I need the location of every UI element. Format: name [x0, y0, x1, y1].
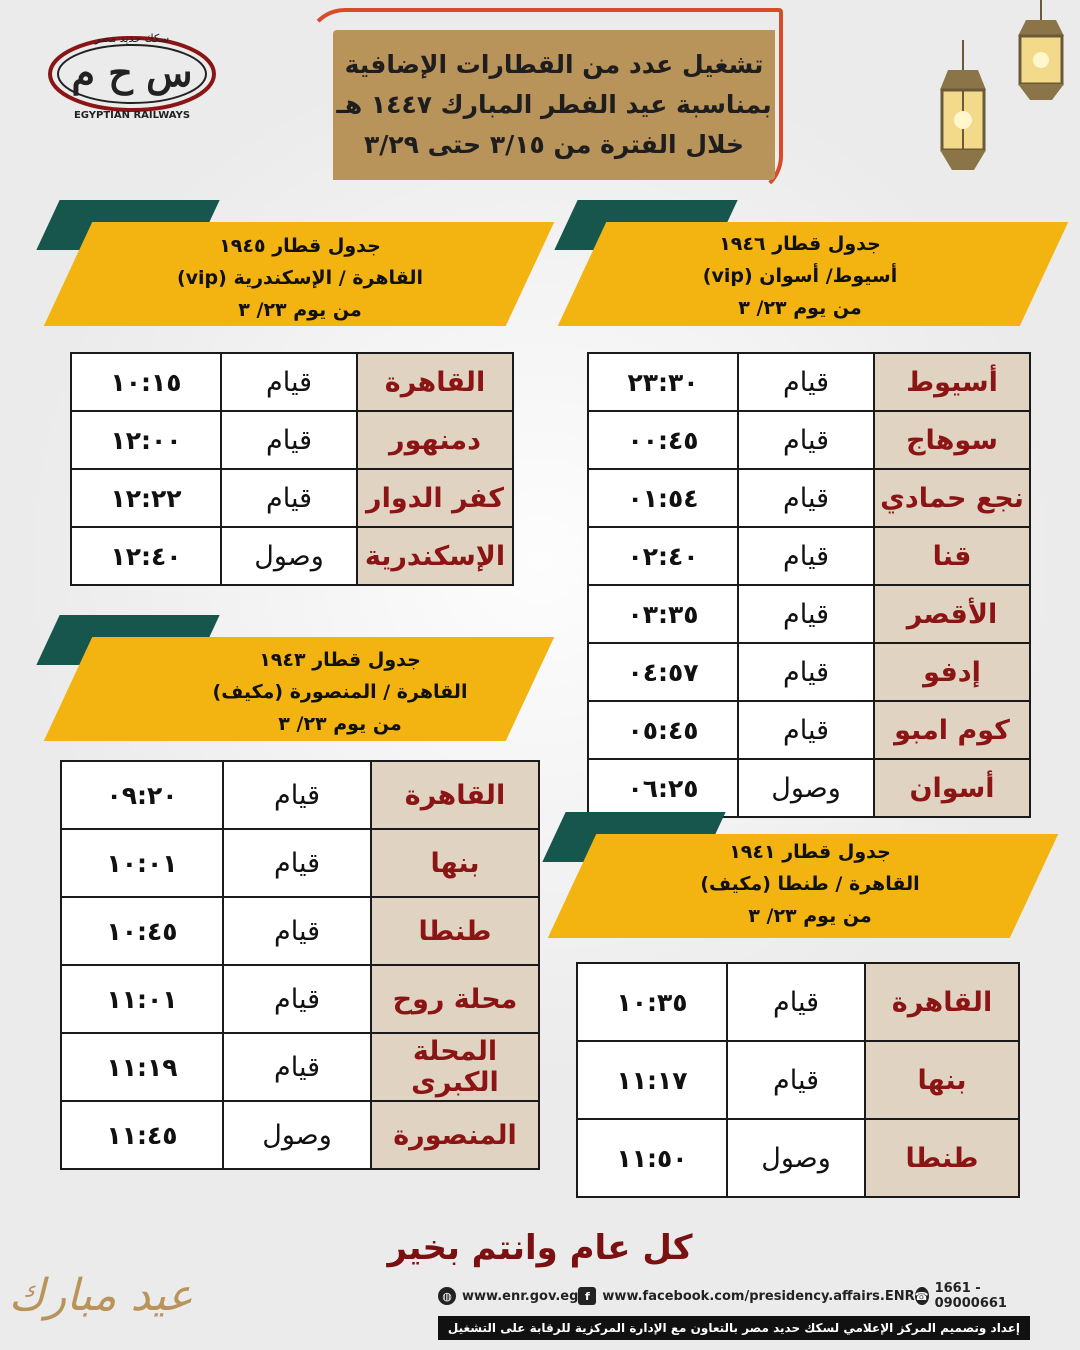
eid-mubarak-calligraphy: عيد مبارك	[8, 1270, 194, 1321]
departure-type-cell: قيام	[223, 1033, 371, 1101]
departure-type-cell: قيام	[223, 965, 371, 1033]
time-cell: ١١:١٧	[577, 1041, 727, 1119]
station-cell: المنصورة	[371, 1101, 539, 1169]
title-1945	[140, 230, 460, 326]
time-cell: ٠١:٥٤	[588, 469, 738, 527]
title-1943-line3: من يوم ٢٣/ ٣	[278, 713, 402, 735]
header-line-3: خلال الفترة من ٣/١٥ حتى ٣/٢٩	[363, 130, 745, 159]
footer-phone-text: 1661 - 09000661	[934, 1281, 1007, 1311]
title-1945-line1: جدول قطار ١٩٤٥	[219, 235, 381, 257]
egyptian-railways-logo	[40, 28, 240, 128]
departure-type-cell: قيام	[738, 411, 874, 469]
table-row	[577, 1041, 1019, 1119]
departure-type-cell: قيام	[223, 761, 371, 829]
time-cell: ٠٠:٤٥	[588, 411, 738, 469]
logo-arabic-text: سكك حديد مصر	[94, 32, 170, 45]
departure-type-cell: قيام	[727, 963, 865, 1041]
time-cell: ١٠:٣٥	[577, 963, 727, 1041]
title-1943	[180, 644, 500, 740]
station-cell: القاهرة	[865, 963, 1019, 1041]
time-cell: ٠٢:٤٠	[588, 527, 738, 585]
facebook-icon: f	[578, 1287, 596, 1305]
station-cell: كفر الدوار	[357, 469, 513, 527]
table-row	[577, 1119, 1019, 1197]
station-cell: بنها	[371, 829, 539, 897]
time-cell: ٠٥:٤٥	[588, 701, 738, 759]
departure-type-cell: وصول	[223, 1101, 371, 1169]
footer-contact-bar	[438, 1281, 1030, 1311]
header-line-2: بمناسبة عيد الفطر المبارك ١٤٤٧ هـ	[336, 90, 772, 119]
station-cell: كوم امبو	[874, 701, 1030, 759]
table-row	[61, 965, 539, 1033]
title-1941	[650, 836, 970, 932]
lantern-icon	[928, 40, 998, 190]
time-cell: ٠٩:٢٠	[61, 761, 223, 829]
departure-type-cell: قيام	[738, 701, 874, 759]
departure-type-cell: قيام	[738, 353, 874, 411]
greeting-text: كل عام وانتم بخير	[387, 1228, 693, 1268]
station-cell: أسيوط	[874, 353, 1030, 411]
station-cell: قنا	[874, 527, 1030, 585]
table-row	[588, 643, 1030, 701]
title-1946-line1: جدول قطار ١٩٤٦	[719, 233, 881, 255]
globe-icon: ◍	[438, 1287, 456, 1305]
footer-phone[interactable]	[915, 1281, 1030, 1311]
station-cell: القاهرة	[371, 761, 539, 829]
time-cell: ١١:١٩	[61, 1033, 223, 1101]
time-cell: ٢٣:٣٠	[588, 353, 738, 411]
table-row	[61, 1101, 539, 1169]
schedule-table-1943	[60, 760, 540, 1170]
station-cell: القاهرة	[357, 353, 513, 411]
title-1941-line2: القاهرة / طنطا (مكيف)	[700, 873, 920, 895]
departure-type-cell: قيام	[223, 897, 371, 965]
time-cell: ١٠:١٥	[71, 353, 221, 411]
station-cell: دمنهور	[357, 411, 513, 469]
departure-type-cell: قيام	[738, 585, 874, 643]
table-row	[588, 527, 1030, 585]
logo-english-text: EGYPTIAN RAILWAYS	[73, 110, 191, 121]
table-row	[71, 469, 513, 527]
table-row	[61, 897, 539, 965]
title-1941-line3: من يوم ٢٣/ ٣	[748, 905, 872, 927]
header-line-1: تشغيل عدد من القطارات الإضافية	[344, 50, 764, 79]
station-cell: الأقصر	[874, 585, 1030, 643]
station-cell: الإسكندرية	[357, 527, 513, 585]
station-cell: طنطا	[865, 1119, 1019, 1197]
station-cell: بنها	[865, 1041, 1019, 1119]
title-1946	[640, 228, 960, 324]
station-cell: نجع حمادي	[874, 469, 1030, 527]
table-row	[71, 411, 513, 469]
time-cell: ٠٣:٣٥	[588, 585, 738, 643]
lantern-icon	[1008, 0, 1074, 110]
time-cell: ١١:٠١	[61, 965, 223, 1033]
schedule-table-1945	[70, 352, 514, 586]
departure-type-cell: قيام	[738, 527, 874, 585]
table-row	[577, 963, 1019, 1041]
time-cell: ١١:٤٥	[61, 1101, 223, 1169]
time-cell: ١٢:٢٢	[71, 469, 221, 527]
departure-type-cell: قيام	[221, 411, 357, 469]
phone-icon: ☎	[915, 1287, 929, 1305]
departure-type-cell: وصول	[221, 527, 357, 585]
station-cell: أسوان	[874, 759, 1030, 817]
footer-facebook-text: www.facebook.com/presidency.affairs.ENR	[602, 1288, 915, 1304]
time-cell: ١٠:٠١	[61, 829, 223, 897]
time-cell: ٠٤:٥٧	[588, 643, 738, 701]
schedule-table-1946	[587, 352, 1031, 818]
table-row	[588, 353, 1030, 411]
table-row	[588, 701, 1030, 759]
time-cell: ٠٦:٢٥	[588, 759, 738, 817]
departure-type-cell: قيام	[223, 829, 371, 897]
departure-type-cell: قيام	[221, 469, 357, 527]
table-row	[61, 829, 539, 897]
table-row	[588, 411, 1030, 469]
station-cell: محلة روح	[371, 965, 539, 1033]
header-box	[333, 30, 775, 180]
departure-type-cell: قيام	[727, 1041, 865, 1119]
credit-bar: إعداد وتصميم المركز الإعلامي لسكك حديد مصر بالتعاون مع الإدارة المركزية للرقابة على التشغيل	[438, 1316, 1030, 1340]
time-cell: ١٠:٤٥	[61, 897, 223, 965]
title-1941-line1: جدول قطار ١٩٤١	[729, 841, 891, 863]
title-1943-line1: جدول قطار ١٩٤٣	[259, 649, 421, 671]
time-cell: ١٢:٤٠	[71, 527, 221, 585]
table-row	[588, 585, 1030, 643]
schedule-table-1941	[576, 962, 1020, 1198]
departure-type-cell: وصول	[738, 759, 874, 817]
table-row	[588, 759, 1030, 817]
title-1946-line2: أسيوط/ أسوان (vip)	[702, 265, 898, 287]
title-1946-line3: من يوم ٢٣/ ٣	[738, 297, 862, 319]
title-1943-line2: القاهرة / المنصورة (مكيف)	[212, 681, 468, 703]
station-cell: المحلة الكبرى	[371, 1033, 539, 1101]
table-row	[71, 527, 513, 585]
logo-mark: س ح م	[71, 50, 193, 95]
departure-type-cell: قيام	[221, 353, 357, 411]
station-cell: طنطا	[371, 897, 539, 965]
time-cell: ١١:٥٠	[577, 1119, 727, 1197]
table-row	[61, 1033, 539, 1101]
table-row	[61, 761, 539, 829]
departure-type-cell: قيام	[738, 643, 874, 701]
departure-type-cell: قيام	[738, 469, 874, 527]
footer-facebook[interactable]	[578, 1287, 914, 1305]
footer-website-text: www.enr.gov.eg	[462, 1288, 579, 1304]
table-row	[71, 353, 513, 411]
title-1945-line3: من يوم ٢٣/ ٣	[238, 299, 362, 321]
station-cell: إدفو	[874, 643, 1030, 701]
table-row	[588, 469, 1030, 527]
departure-type-cell: وصول	[727, 1119, 865, 1197]
footer-website[interactable]	[438, 1287, 578, 1305]
station-cell: سوهاج	[874, 411, 1030, 469]
time-cell: ١٢:٠٠	[71, 411, 221, 469]
title-1945-line2: القاهرة / الإسكندرية (vip)	[176, 267, 424, 289]
